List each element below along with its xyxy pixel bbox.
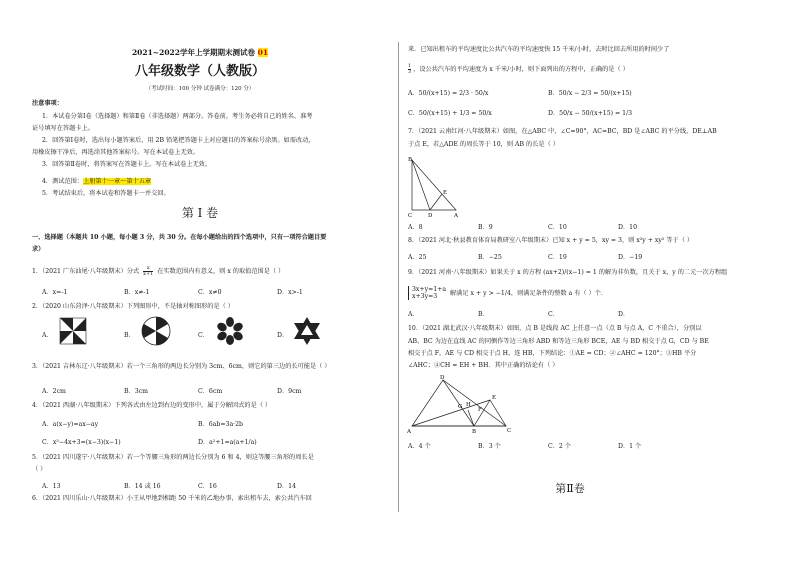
star-of-david-figure [292,315,322,347]
q8-option-a: A．25 [408,254,427,261]
q10-option-c: C．2 个 [548,443,572,450]
q7-option-c: C．10 [548,224,567,231]
q10-option-a: A．4 个 [408,443,431,450]
q6-text: 6．（2021 四川乐山·八年级期末）小王从甲地到相距 50 千米的乙地办事，索出租车去，索公共汽车回 [32,495,312,502]
q10-option-b: B．3 个 [478,443,501,450]
q9-option-b: B． [478,311,489,318]
q10-label-e: E [492,395,497,401]
section1-line2: 求） [32,246,45,253]
q3-text: 3．（2021 吉林东辽·八年级期末）若一个三角形的两边长分别为 3cm、6cm，则它的第三边的长可能是（ ） [32,363,331,370]
q10-option-d: D．1 个 [618,443,642,450]
test-range: 上册第十一章～第十五章 [83,178,152,185]
q9-option-c: C． [548,311,559,318]
q2-text: 2．（2020 山东菏泽·八年级期末）下列图形中，不是轴对称图形的是（ ） [32,303,234,310]
q9-equation-1: 3x+y=1+a [412,286,447,293]
q7-text: 7．（2021 云南红河·八年级期末）如图，在△ABC 中，∠C=90°，AC=BC，BD 是∠ABC 的平分线，DE⊥AB [408,128,717,135]
q5-text-2: （ ） [32,466,47,473]
q10-text-2: AB、BC 为边在直线 AC 的同侧作等边三角形 ABD 和等边三角形 BCE，AE 与 BD 相交于点 G，CD 与 BE [408,338,709,345]
q1-suffix: 在实数范围内有意义，则 x 的取值范围是（ ） [157,268,285,275]
q6-option-b: B．50/x − 2/3 = 50/(x+15) [548,90,632,97]
q9-option-a: A． [408,311,419,318]
q4-option-c: C．x²−4x+3=(x−3)(x−1) [42,439,121,446]
q9-equation-system [408,286,446,300]
q10-label-g: G [458,404,463,410]
q6-option-c: C．50/(x+15) + 1/3 = 50/x [408,110,492,117]
q1-prefix: 1．（2021 广东汕尾·八年级期末）分式 [32,268,140,275]
q3-option-d: D．9cm [277,388,302,395]
q10-geometry-figure [406,374,516,434]
q3-option-c: C．6cm [198,388,223,395]
section1-line1: 一、选择题（本题共 10 小题，每小题 3 分，共 30 分。在每小题给出的四个选项中，只有一项符合题目要 [32,234,327,241]
notes-title: 注意事项： [32,100,63,107]
q1-option-c: C．x≠0 [198,289,222,296]
q1-text [32,266,284,277]
q6-continued-2 [408,64,629,75]
q1-option-b: B．x≠-1 [124,289,150,296]
q9-text-2: 解满足 x + y > −1/4，则满足条件的整数 a 有（ ）个． [450,290,608,297]
q1-fraction [143,266,153,277]
q1-frac-den: x+1 [143,271,154,277]
exam-meta: （考试时间：100 分钟 试卷满分：120 分） [145,86,255,92]
q7-label-a: A [454,213,458,218]
q10-label-b: B [472,429,477,434]
q7-text-2: 于点 E，若△ADE 的周长等于 10，则 AB 的长是（ ） [408,141,559,148]
q2-option-b: B． [124,332,135,339]
part2-title: 第Ⅱ卷 [555,482,585,495]
q7-option-a: A．8 [408,224,423,231]
note-item: 1．本试卷分第Ⅰ卷（选择题）和第Ⅱ卷（非选择题）两部分。答卷前，考生务必将自己的姓名、准考 [42,113,313,120]
note-item-4 [42,178,151,186]
q7-label-c: C [408,213,413,218]
q3-option-a: A．2cm [42,388,66,395]
q7-triangle-figure [406,154,462,218]
exam-number: 01 [257,48,269,57]
note-item-4-prefix: 4．测试范围： [42,178,84,185]
q7-label-b: B [408,157,413,163]
subject-title: 八年级数学（人教版） [134,64,265,79]
pinwheel-figure [58,316,88,346]
exam-title [100,49,300,57]
note-item: 用橡皮擦干净后，再选涂其他答案标号。写在本试卷上无效。 [32,149,200,156]
note-item: 2．回答第Ⅰ卷时，选出每小题答案后，用 2B 铅笔把答题卡上对应题目的答案标号涂黑。如需改动， [42,137,315,144]
q5-option-c: C．16 [198,483,217,490]
q9-option-d: D． [618,311,630,318]
q7-label-d: D [428,213,433,218]
q5-option-b: B．14 或 16 [124,483,161,490]
q10-text: 10．（2021 湖北武汉·八年级期末）如图，点 B 是线段 AC 上任意一点（点 B 与点 A，C 不重合），分别以 [408,325,702,332]
q7-option-b: B．9 [478,224,493,231]
q7-option-d: D．10 [618,224,638,231]
q3-option-b: B．3cm [124,388,149,395]
q6-continued: 来．已知出租车的平均速度比公共汽车的平均速度快 15 千米/小时，去时比回去所用的时间少了 [408,46,670,53]
q4-option-b: B．6ab=3a·2b [198,421,243,428]
flower-figure [214,315,246,347]
q5-text: 5．（2021 四川遂宁·八年级期末）若一个等腰三角形的两边长分别为 6 和 4，则这等腰三角形的周长是 [32,454,314,461]
segmented-circle-figure [140,315,172,347]
q10-label-a: A [407,429,411,434]
q6-continued-2-text: ，设公共汽车的平均速度为 x 千米/小时，则下面列出的方程中，正确的是（ ） [413,66,629,73]
q2-option-c: C． [198,332,209,339]
q1-frac-num: x [143,266,153,272]
q2-option-a: A． [42,332,53,339]
q10-label-f: F [478,407,482,413]
q9-text: 9．（2021 河南·八年级期末）如果关于 x 的方程 (ax+2)/(x−1) = 1 的解为非负数，且关于 x，y 的二元一次方程组 [408,269,728,276]
q8-option-b: B．−25 [478,254,502,261]
q6-fraction: $\frac{1}{3}$ [408,63,412,75]
q4-option-d: D．a²+1=a(a+1/a) [198,439,257,446]
q7-label-e: E [443,190,448,196]
q5-option-a: A．13 [42,483,61,490]
q10-text-4: ∠AHC；④CH = EH + BH．其中正确的结论有（ ） [408,362,559,369]
q1-option-d: D．x>-1 [277,289,303,296]
q8-option-d: D．−19 [618,254,643,261]
q8-option-c: C．19 [548,254,567,261]
q6-option-d: D．50/x − 50/(x+15) = 1/3 [548,110,633,117]
q5-option-d: D．14 [277,483,297,490]
q1-option-a: A．x=-1 [42,289,68,296]
q2-option-d: D． [277,332,289,339]
q4-text: 4．（2021 西湖·八年级期末）下列各式由左边到右边的变形中，属于分解因式的是（ ） [32,402,272,409]
note-item: 证号填写在答题卡上。 [32,125,94,132]
q6-option-a: A．50/(x+15) = 2/3 · 50/x [408,90,489,97]
q10-label-c: C [507,428,512,434]
column-divider [398,42,399,512]
q9-equation-2: x+3y=3 [412,293,438,300]
exam-title-main: 2021~2022学年上学期期末测试卷 [131,48,255,57]
note-item: 3．回答第Ⅱ卷时，将答案写在答题卡上。写在本试卷上无效。 [42,161,212,168]
note-item-5: 5．考试结束后，将本试卷和答题卡一并交回。 [42,190,170,197]
q10-text-3: 相交于点 F，AE 与 CD 相交于点 H，连 HB，下列结论：①AE = CD；②∠AHC = 120°；③HB 平分 [408,350,697,357]
part1-title: 第 Ⅰ 卷 [181,206,219,220]
q4-option-a: A．a(x−y)=ax−ay [42,421,99,428]
q10-label-h: H [466,402,471,408]
q10-label-d: D [440,375,445,381]
q8-text: 8．（2021 河北·秋县教育体育局教研室八年级期末）已知 x + y = 5，xy = 3，则 x²y + xy² 等于（ ） [408,237,694,244]
